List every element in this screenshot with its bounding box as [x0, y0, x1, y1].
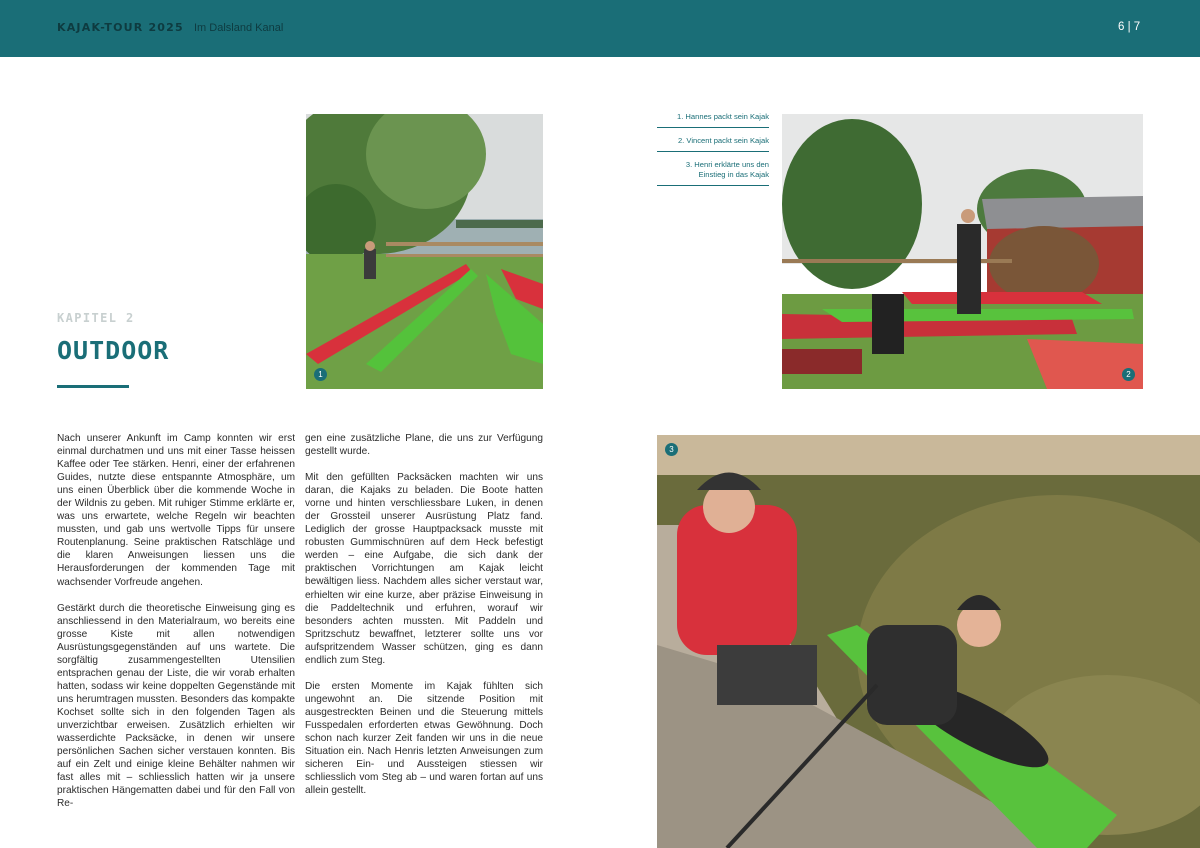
chapter-title: OUTDOOR [57, 336, 170, 365]
issue-subtitle: Im Dalsland Kanal [194, 22, 284, 34]
caption-3: 3. Henri erklärte uns den Einstieg in das Kajak [657, 158, 769, 186]
photo-packing-kayaks [782, 114, 1143, 389]
body-column-1 [57, 432, 295, 823]
paragraph: gen eine zusätzliche Plane, die uns zur Verfügung gestellt wurde. [305, 433, 543, 458]
magazine-brand: KAJAK-TOUR 2025 [57, 21, 184, 34]
body-column-2 [305, 432, 543, 810]
photo-captions [657, 110, 769, 192]
header-bar [0, 0, 1200, 57]
paragraph: Mit den gefüllten Packsäcken machten wir uns daran, die Kajaks zu beladen. Die Boote hatten vorne und hinten verschliessbare Luken, in denen der Grossteil unserer Ausrüstung Platz fand. Lediglich der grosse Hauptpacksack musste mit robusten Gummischnüren auf dem Heck befestigt werden – eine Aufgabe, die sich dank der praktischen Vorrichtungen am Kajak leicht bewältigen liess. Nachdem alles sicher verstaut war, erhielten wir eine kurze, aber präzise Einweisung in die Paddeltechnik und erfuhren, worauf wir besonders achten mussten. Mit Paddeln und Spritzschutz bewaffnet, letzterer sollte uns vor aufspritzendem Wasser schützen, ging es dann endlich zum Steg. [305, 472, 543, 666]
caption-2: 2. Vincent packt sein Kajak [657, 134, 769, 152]
page-numbers: 6 | 7 [1118, 21, 1141, 33]
photo-kayaks-lawn [306, 114, 543, 389]
paragraph: Gestärkt durch die theoretische Einweisung ging es anschliessend in den Materialraum, wo bereits eine grosse Kiste mit allen notwendigen Ausrüstungsgegenständen auf uns wartete. Die sorgfältig zusammengestellten Utensilien entsprachen genau der Liste, die wir vorab erhalten hatten, sodass wir keine doppelten Gegenstände mit uns herumtragen mussten. Besonders das kompakte Kochset sollte sich in den folgenden Tagen als unverzichtbar erweisen. Zusätzlich erhielten wir wasserdichte Packsäcke, in denen wir unsere persönlichen Sachen sicher verstauen konnten. Bis auf ein Zelt und einige kleine Behälter nahmen wir fast alles mit – schliesslich hatten wir ja unsere praktischen Hängematten dabei und für den Fall von Re- [57, 602, 295, 810]
paragraph: Die ersten Momente im Kajak fühlten sich ungewohnt an. Die sitzende Position mit ausgestreckten Beinen und die Steuerung mittels Fusspedalen erforderten etwas Gewöhnung. Doch schon nach kurzer Zeit fanden wir uns in die neue Situation ein. Nach Henris letzten Anweisungen zum sicheren Ein- und Aussteigen stiessen wir schliesslich vom Steg ab – und waren fortan auf uns allein gestellt. [305, 680, 543, 797]
photo-number-badge: 1 [314, 368, 327, 381]
photo-number-badge: 3 [665, 443, 678, 456]
photo-number-badge: 2 [1122, 368, 1135, 381]
photo-dock-kayak [657, 435, 1200, 848]
chapter-kicker: KAPITEL 2 [57, 311, 135, 325]
caption-1: 1. Hannes packt sein Kajak [657, 110, 769, 128]
paragraph: Nach unserer Ankunft im Camp konnten wir erst einmal durchatmen und uns mit einer Tasse heissen Kaffee oder Tee stärken. Henri, einer der erfahrenen Guides, nutzte diese entspannte Atmosphäre, um uns einen Überblick über die kommende Woche in der Wildnis zu geben. Mit ruhiger Stimme erklärte er, was uns erwartete, welche Regeln wir beachten mussten, und gab uns wertvolle Tipps für unsere Routenplanung. Seine praktischen Ratschläge und die klaren Anweisungen liessen uns die Herausforderungen der kommenden Tage mit wachsender Vorfreude angehen. [57, 433, 295, 588]
title-underline [57, 385, 129, 388]
